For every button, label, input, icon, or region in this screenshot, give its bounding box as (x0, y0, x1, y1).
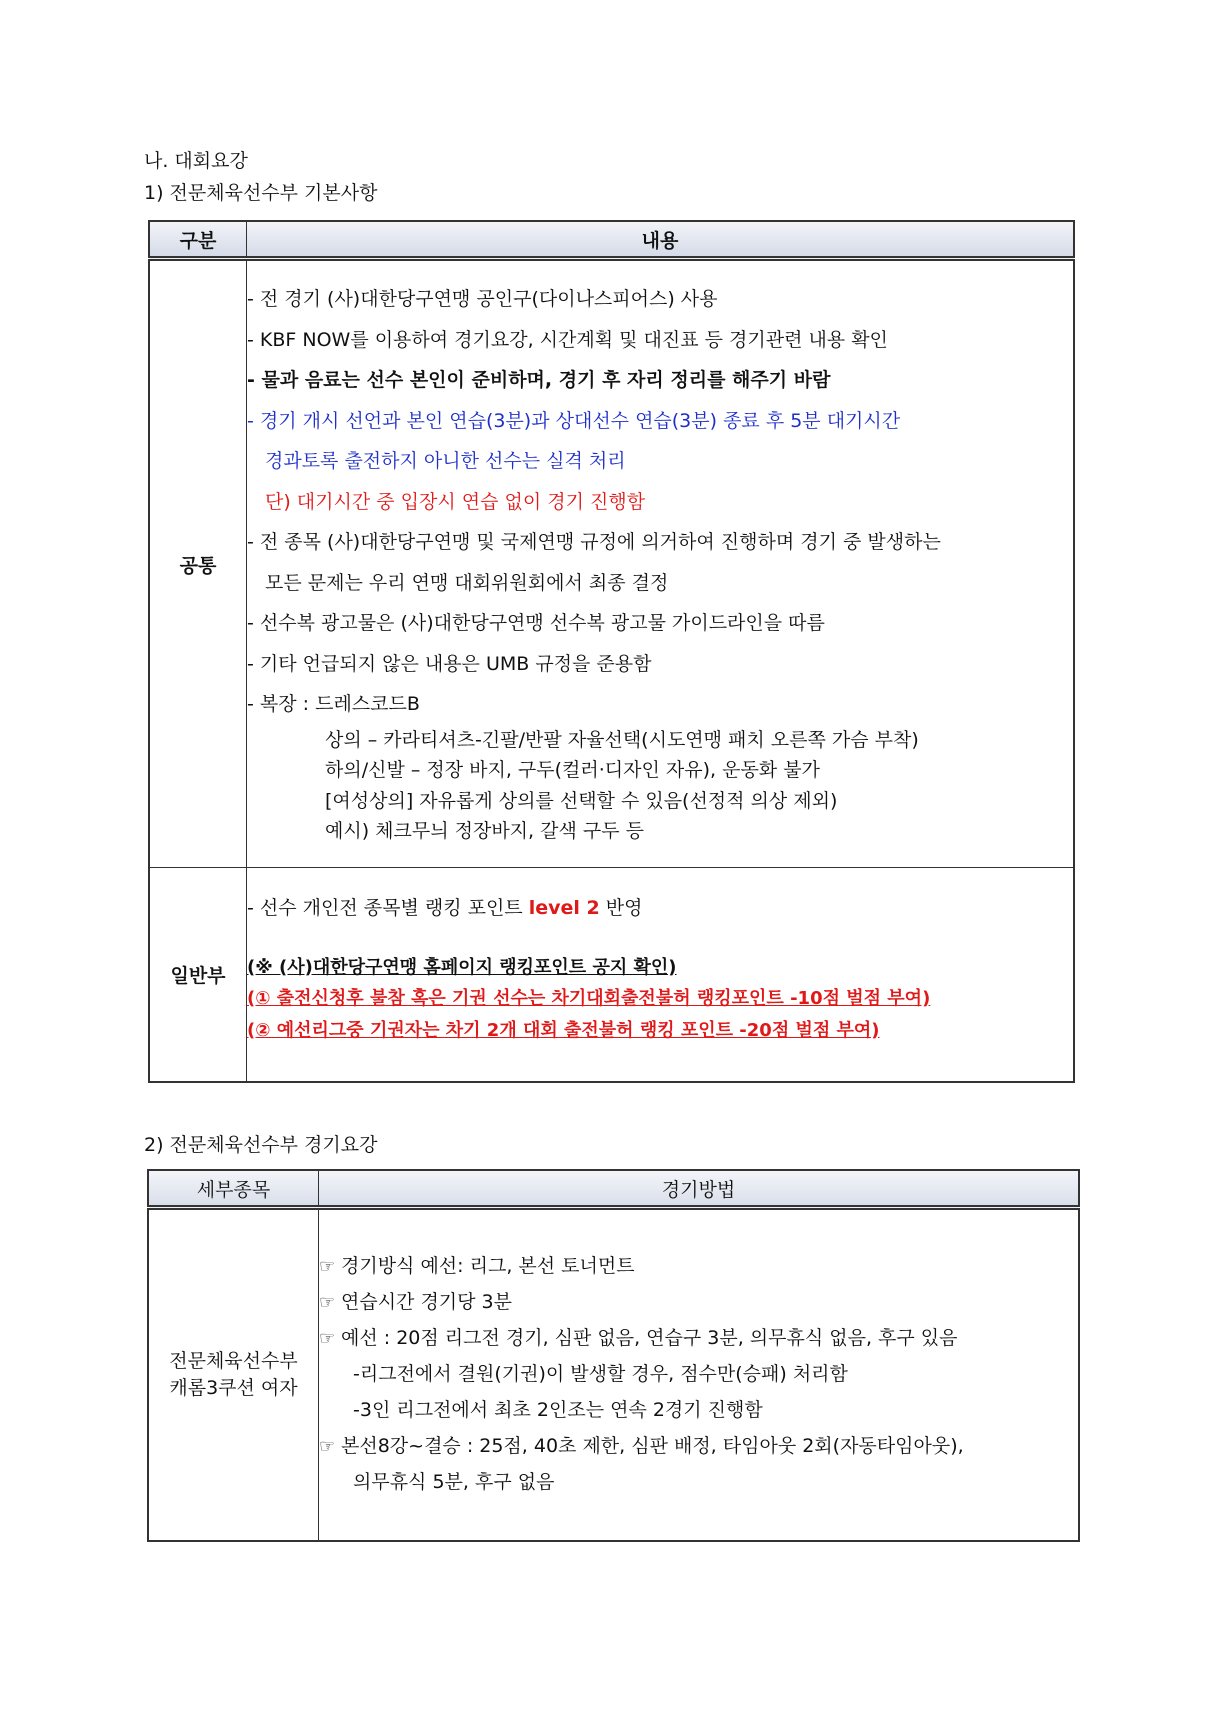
rule-line: - 선수복 광고물은 (사)대한당구연맹 선수복 광고물 가이드라인을 따름 (247, 612, 825, 634)
common-content (247, 259, 1075, 868)
rule-line: - 기타 언급되지 않은 내용은 UMB 규정을 준용함 (247, 652, 652, 675)
general-content (247, 868, 1075, 1083)
rule-line-red: 단) 대기시간 중 입장시 연습 없이 경기 진행함 (265, 490, 646, 513)
pointing-hand-icon: ☞ (319, 1256, 336, 1277)
dress-code-line: 하의/신발 – 정장 바지, 구두(컬러·디자인 자유), 운동화 불가 (325, 759, 820, 781)
ranking-prefix: - 선수 개인전 종목별 랭킹 포인트 (247, 897, 529, 919)
method-item: ☞ 본선8강~결승 : 25점, 40초 제한, 심판 배정, 타임아웃 2회(자동타임아웃), (319, 1428, 1078, 1464)
ranking-line (247, 888, 1073, 929)
table-row-general (149, 868, 1074, 1083)
pointing-hand-icon: ☞ (319, 1328, 336, 1349)
rule-line: - 전 경기 (사)대한당구연맹 공인구(다이나스피어스) 사용 (247, 288, 718, 310)
section-heading: 나. 대회요강 (144, 150, 248, 172)
column-header-method: 경기방법 (319, 1170, 1080, 1208)
ranking-suffix: 반영 (599, 897, 643, 919)
method-item: ☞ 예선 : 20점 리그전 경기, 심판 없음, 연습구 3분, 의무휴식 없음, 후구 있음 (319, 1320, 1078, 1356)
dress-code-line: [여성상의] 자유롭게 상의를 선택할 수 있음(선정적 의상 제외) (325, 789, 838, 812)
dress-code-line: 상의 – 카라티셔츠-긴팔/반팔 자율선택(시도연맹 패치 오른쪽 가슴 부착) (325, 728, 919, 751)
pointing-hand-icon: ☞ (319, 1292, 336, 1313)
method-content (319, 1208, 1080, 1542)
dress-code-line: 예시) 체크무늬 정장바지, 갈색 구두 등 (325, 820, 644, 842)
rule-line-bold: - 물과 음료는 선수 본인이 준비하며, 경기 후 자리 정리를 해주기 바람 (247, 369, 831, 391)
rule-line-blue: - 경기 개시 선언과 본인 연습(3분)과 상대선수 연습(3분) 종료 후 5분 대기시간 (247, 409, 901, 432)
rule-line: - 전 종목 (사)대한당구연맹 및 국제연맹 규정에 의거하여 진행하며 경기 중 발생하는 (247, 531, 941, 553)
table-header-row (149, 221, 1074, 259)
penalty-rule-1: (① 출전신청후 불참 혹은 기권 선수는 차기대회출전불허 랭킹포인트 -10점 벌점 부여) (247, 988, 931, 1009)
game-rules-table (147, 1169, 1080, 1542)
subsection-title-basic: 1) 전문체육선수부 기본사항 (144, 182, 378, 204)
method-subitem: 의무휴식 5분, 후구 없음 (353, 1471, 555, 1493)
method-subitem: -3인 리그전에서 최초 2인조는 연속 2경기 진행함 (353, 1399, 763, 1421)
rule-line-blue: 경과토록 출전하지 아니한 선수는 실격 처리 (265, 450, 626, 472)
event-name (148, 1208, 319, 1542)
rule-line: - KBF NOW를 이용하여 경기요강, 시간계획 및 대진표 등 경기관련 내용 확인 (247, 328, 888, 351)
table-header-row (148, 1170, 1079, 1208)
penalty-rule-2: (② 예선리그중 기권자는 차기 2개 대회 출전불허 랭킹 포인트 -20점 벌점 부여) (247, 1019, 880, 1041)
method-item: ☞ 연습시간 경기당 3분 (319, 1284, 1078, 1320)
table-row-common (149, 259, 1074, 868)
method-subitem: -리그전에서 결원(기권)이 발생할 경우, 점수만(승패) 처리함 (353, 1363, 848, 1385)
column-header-category: 구분 (149, 221, 247, 259)
event-name-line: 전문체육선수부 (169, 1350, 298, 1372)
column-header-content: 내용 (247, 221, 1075, 259)
column-header-event: 세부종목 (148, 1170, 319, 1208)
method-item: ☞ 경기방식 예선: 리그, 본선 토너먼트 (319, 1248, 1078, 1284)
pointing-hand-icon: ☞ (319, 1436, 336, 1457)
rule-line: - 복장 : 드레스코드B (247, 693, 420, 715)
ranking-level: level 2 (528, 897, 600, 919)
category-general: 일반부 (149, 868, 247, 1083)
subsection-title-rules: 2) 전문체육선수부 경기요강 (144, 1134, 378, 1156)
table-row-event (148, 1208, 1079, 1542)
ranking-notice: (※ (사)대한당구연맹 홈페이지 랭킹포인트 공지 확인) (247, 956, 677, 978)
event-name-line: 캐롬3쿠션 여자 (169, 1377, 298, 1399)
category-common: 공통 (149, 259, 247, 868)
basic-info-table (148, 220, 1075, 1083)
rule-line: 모든 문제는 우리 연맹 대회위원회에서 최종 결정 (265, 571, 669, 594)
